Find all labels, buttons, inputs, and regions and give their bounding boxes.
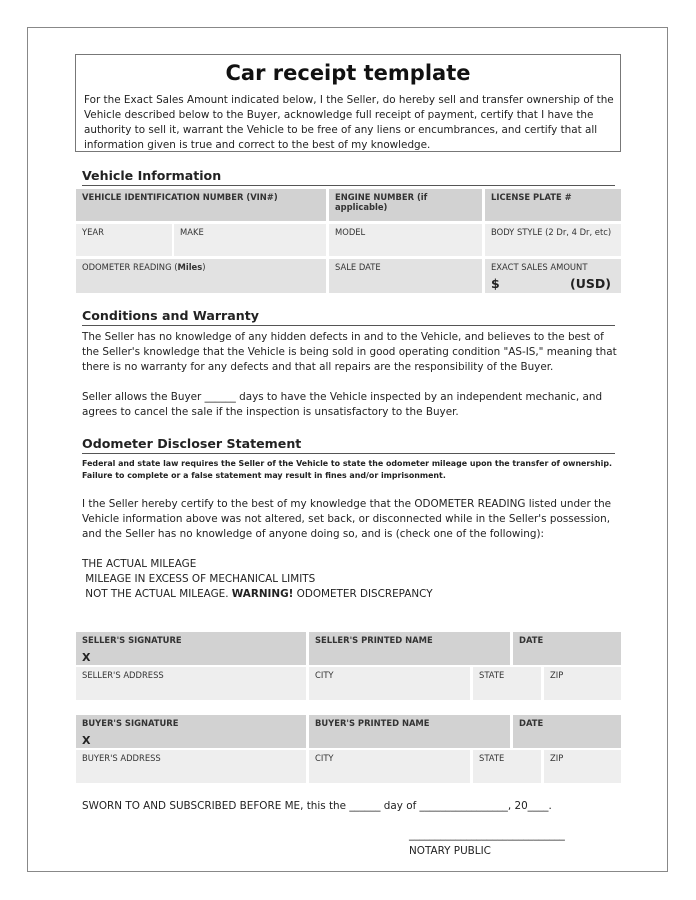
vehicle-rule: [82, 185, 615, 186]
odometer-label-pre: ODOMETER READING (: [82, 262, 178, 272]
buyer-city-field[interactable]: [309, 750, 470, 783]
buyer-state-label: STATE: [479, 753, 505, 763]
body-style-label: BODY STYLE (2 Dr, 4 Dr, etc): [491, 227, 612, 237]
vin-label: VEHICLE IDENTIFICATION NUMBER (VIN#): [82, 192, 278, 202]
seller-signature-field[interactable]: [76, 632, 306, 665]
sworn-statement: SWORN TO AND SUBSCRIBED BEFORE ME, this the ______ day of _________________, 20____.: [82, 800, 552, 812]
opt3-post: ODOMETER DISCREPANCY: [293, 588, 433, 600]
sale-date-field[interactable]: [329, 259, 482, 293]
odometer-label-miles: Miles: [177, 262, 203, 272]
seller-zip-field[interactable]: [544, 667, 621, 700]
document-title: Car receipt template: [225, 61, 471, 85]
buyer-address-label: BUYER'S ADDRESS: [82, 753, 161, 763]
odometer-heading: Odometer Discloser Statement: [82, 436, 302, 451]
vehicle-heading: Vehicle Information: [82, 168, 222, 183]
model-field[interactable]: [329, 224, 482, 256]
odometer-label-post: ): [202, 262, 206, 272]
inspection-paragraph: Seller allows the Buyer ______ days to have the Vehicle inspected by an independent mechanic, and agrees to cancel the sale if the inspection is unsatisfactory to the Buyer.: [82, 391, 603, 418]
conditions-heading: Conditions and Warranty: [82, 308, 259, 323]
notary-public-label: NOTARY PUBLIC: [409, 845, 491, 857]
seller-zip-label: ZIP: [550, 670, 564, 680]
seller-x-mark: X: [82, 651, 91, 664]
seller-city-field[interactable]: [309, 667, 470, 700]
seller-signature-label: SELLER'S SIGNATURE: [82, 635, 182, 645]
engine-label: ENGINE NUMBER (if applicable): [335, 192, 428, 212]
make-label: MAKE: [180, 227, 204, 237]
make-field[interactable]: [174, 224, 326, 256]
seller-printed-name-label: SELLER'S PRINTED NAME: [315, 635, 433, 645]
body-style-field[interactable]: [485, 224, 621, 256]
buyer-zip-field[interactable]: [544, 750, 621, 783]
engine-field[interactable]: [329, 189, 482, 221]
title-box: [75, 54, 621, 152]
buyer-printed-name-field[interactable]: [309, 715, 510, 748]
usd-label: (USD): [570, 276, 611, 291]
year-label: YEAR: [82, 227, 104, 237]
seller-printed-name-field[interactable]: [309, 632, 510, 665]
seller-state-field[interactable]: [473, 667, 541, 700]
certify-paragraph: I the Seller hereby certify to the best of my knowledge that the ODOMETER READING listed under the Vehicle information above was not altered, set back, or disconnected while in the Seller's possession, and the Seller has no knowledge of anyone doing so, and is (check one of the following):: [82, 498, 612, 540]
seller-address-field[interactable]: [76, 667, 306, 700]
intro-paragraph: For the Exact Sales Amount indicated below, I the Seller, do hereby sell and transfer ownership of the Vehicle described below to the Buyer, acknowledge full receipt of payment, certify that I have the authority to sell it, warrant the Vehicle to be free of any liens or encumbrances, and certify that all information given is true and correct to the best of my knowledge.: [84, 94, 614, 151]
buyer-zip-label: ZIP: [550, 753, 564, 763]
buyer-date-field[interactable]: [513, 715, 621, 748]
notary-signature-line[interactable]: ______________________________: [409, 829, 565, 841]
odometer-rule: [82, 453, 615, 454]
seller-date-field[interactable]: [513, 632, 621, 665]
conditions-rule: [82, 325, 615, 326]
plate-label: LICENSE PLATE #: [491, 192, 572, 202]
model-label: MODEL: [335, 227, 366, 237]
warning-label: WARNING!: [231, 588, 294, 600]
seller-date-label: DATE: [519, 635, 544, 645]
seller-city-label: CITY: [315, 670, 334, 680]
opt3-pre: NOT THE ACTUAL MILEAGE.: [82, 588, 232, 600]
buyer-signature-label: BUYER'S SIGNATURE: [82, 718, 179, 728]
odometer-notice: Federal and state law requires the Seller of the Vehicle to state the odometer mileage upon the transfer of ownership. Failure to complete or a false statement may result in fines and/or imprisonment.: [82, 459, 612, 480]
buyer-signature-field[interactable]: [76, 715, 306, 748]
seller-state-label: STATE: [479, 670, 505, 680]
seller-address-label: SELLER'S ADDRESS: [82, 670, 164, 680]
amount-field[interactable]: [485, 259, 621, 293]
option-not-actual-mileage[interactable]: [82, 587, 618, 602]
buyer-state-field[interactable]: [473, 750, 541, 783]
amount-label: EXACT SALES AMOUNT: [491, 262, 588, 272]
option-actual-mileage[interactable]: THE ACTUAL MILEAGE: [82, 558, 197, 570]
vin-field[interactable]: [76, 189, 326, 221]
sale-date-label: SALE DATE: [335, 262, 381, 272]
dollar-sign: $: [491, 276, 500, 291]
conditions-paragraph: The Seller has no knowledge of any hidden defects in and to the Vehicle, and believes to the best of the Seller's knowledge that the Vehicle is being sold in good operating condition "AS-IS," meaning that there is no warranty for any defects and that all repairs are the responsibility of the Buyer.: [82, 331, 617, 373]
buyer-date-label: DATE: [519, 718, 544, 728]
odometer-field[interactable]: [76, 259, 326, 293]
year-field[interactable]: [76, 224, 172, 256]
buyer-x-mark: X: [82, 734, 91, 747]
buyer-city-label: CITY: [315, 753, 334, 763]
plate-field[interactable]: [485, 189, 621, 221]
buyer-address-field[interactable]: [76, 750, 306, 783]
buyer-printed-name-label: BUYER'S PRINTED NAME: [315, 718, 430, 728]
option-excess-mileage[interactable]: MILEAGE IN EXCESS OF MECHANICAL LIMITS: [82, 573, 316, 585]
